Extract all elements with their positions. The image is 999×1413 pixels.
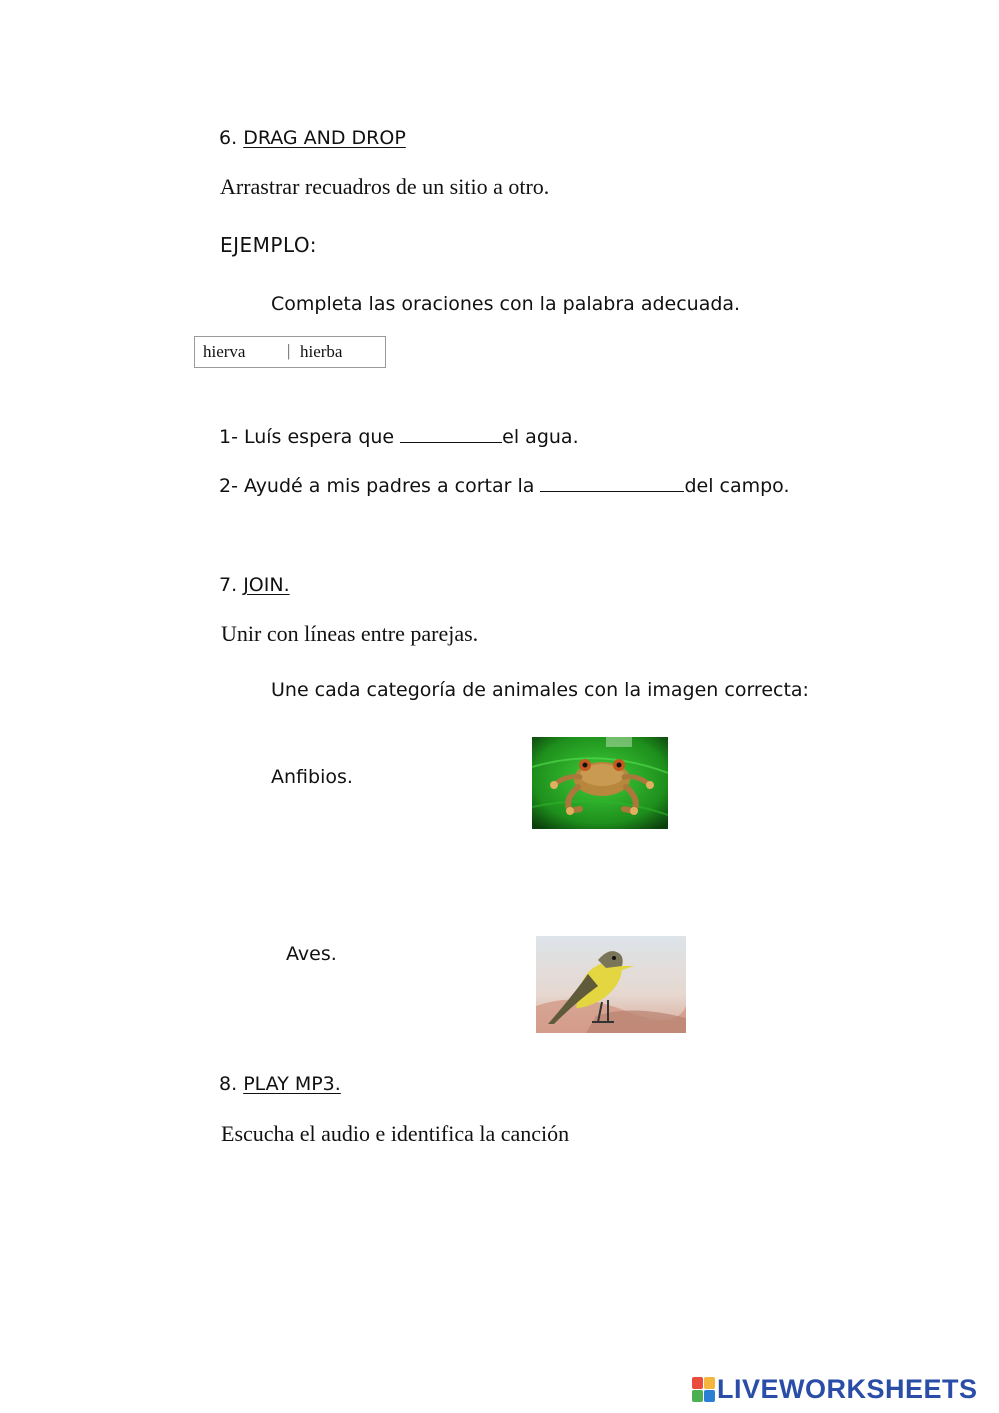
word-option-hierva[interactable]: hierva [203, 342, 246, 361]
liveworksheets-logo-text: LIVEWORKSHEETS [717, 1373, 978, 1404]
word-option-hierba[interactable]: hierba [300, 342, 343, 361]
section-8-title: PLAY MP3. [243, 1073, 341, 1095]
section-7-description: Unir con líneas entre parejas. [221, 621, 479, 646]
category-aves[interactable]: Aves. [286, 943, 337, 965]
sentence-1 [219, 424, 579, 448]
section-6-title: DRAG AND DROP [243, 127, 406, 149]
sentence-1-drop-slot[interactable] [400, 424, 502, 443]
word-separator: | [287, 341, 291, 360]
sentence-2-drop-slot[interactable] [540, 473, 684, 492]
word-options-box [194, 336, 386, 368]
liveworksheets-logo[interactable] [692, 1374, 978, 1404]
section-6-heading [219, 127, 406, 149]
frog-icon [532, 737, 668, 829]
category-anfibios[interactable]: Anfibios. [271, 766, 353, 788]
sentence-2-end: del campo. [684, 475, 790, 497]
section-6-instruction: Completa las oraciones con la palabra adecuada. [271, 293, 741, 315]
sentence-2 [219, 473, 790, 497]
section-6-number: 6. [219, 127, 238, 149]
section-7-instruction: Une cada categoría de animales con la imagen correcta: [271, 679, 809, 701]
sentence-2-start: 2- Ayudé a mis padres a cortar la [219, 475, 541, 497]
frog-image[interactable] [532, 737, 668, 829]
section-8-heading [219, 1073, 341, 1095]
section-7-number: 7. [219, 574, 238, 596]
liveworksheets-logo-icon [692, 1377, 714, 1401]
example-label: EJEMPLO: [220, 233, 318, 257]
section-7-title: JOIN. [243, 574, 290, 596]
section-8-description: Escucha el audio e identifica la canción [221, 1121, 570, 1146]
sentence-1-start: 1- Luís espera que [219, 426, 401, 448]
bird-image[interactable] [536, 936, 686, 1033]
sentence-1-end: el agua. [502, 426, 579, 448]
section-6-description: Arrastrar recuadros de un sitio a otro. [220, 174, 550, 199]
section-7-heading [219, 574, 290, 596]
bird-icon [536, 936, 686, 1033]
section-8-number: 8. [219, 1073, 238, 1095]
